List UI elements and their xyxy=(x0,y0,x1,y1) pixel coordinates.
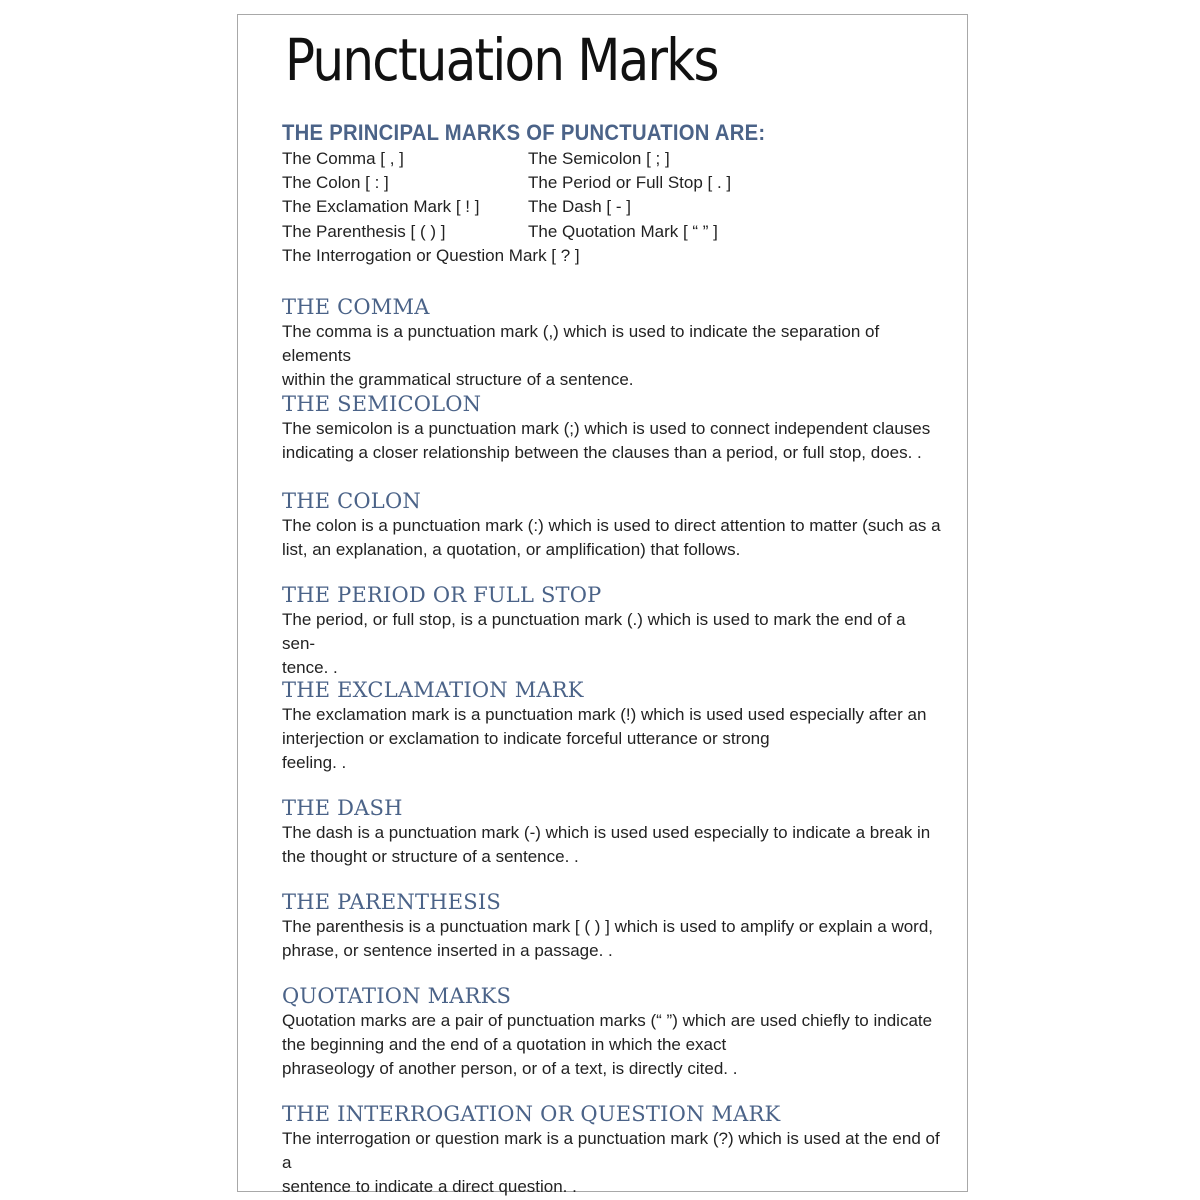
section-parenthesis xyxy=(282,889,942,963)
section-body: The semicolon is a punctuation mark (;) which is used to connect independent clauses indicating a closer relationship between the clauses than a period, or full stop, does. . xyxy=(282,419,931,462)
section-heading: THE COMMA xyxy=(282,295,430,319)
section-question xyxy=(282,1101,942,1199)
section-body: The period, or full stop, is a punctuation mark (.) which is used to mark the end of a sen- tence. . xyxy=(282,610,906,677)
section-heading: QUOTATION MARKS xyxy=(282,984,512,1008)
section-semicolon xyxy=(282,391,942,465)
section-body: The exclamation mark is a punctuation mark (!) which is used used especially after an interjection or exclamation to indicate forceful utterance or strong feeling. . xyxy=(282,705,927,772)
section-body: The comma is a punctuation mark (,) which is used to indicate the separation of elements within the grammatical structure of a sentence. xyxy=(282,322,880,389)
section-period xyxy=(282,582,942,680)
section-heading: THE SEMICOLON xyxy=(282,392,482,416)
section-heading: THE PERIOD OR FULL STOP xyxy=(282,583,602,607)
section-body: The parenthesis is a punctuation mark [ ( ) ] which is used to amplify or explain a word, phrase, or sentence inserted in a passage. . xyxy=(282,917,934,960)
principal-marks-heading: THE PRINCIPAL MARKS OF PUNCTUATION ARE: xyxy=(282,120,766,145)
section-body: The interrogation or question mark is a punctuation mark (?) which is used at the end of a sentence to indicate a direct question. . xyxy=(282,1129,940,1196)
mark-item-dash: The Dash [ - ] xyxy=(528,197,631,216)
section-heading: THE INTERROGATION OR QUESTION MARK xyxy=(282,1102,781,1126)
section-comma xyxy=(282,294,942,392)
section-heading: THE EXCLAMATION MARK xyxy=(282,678,584,702)
mark-item-question: The Interrogation or Question Mark [ ? ] xyxy=(282,246,580,265)
section-heading: THE COLON xyxy=(282,489,421,513)
section-dash xyxy=(282,795,942,869)
page-title: Punctuation Marks xyxy=(285,26,718,94)
section-body: Quotation marks are a pair of punctuation marks (“ ”) which are used chiefly to indicate the beginning and the end of a quotation in which the exact phraseology of another person, or of a text, is directly cited. . xyxy=(282,1011,933,1078)
mark-item-parenthesis: The Parenthesis [ ( ) ] xyxy=(282,222,446,241)
mark-item-colon: The Colon [ : ] xyxy=(282,173,389,192)
mark-item-quotation: The Quotation Mark [ “ ” ] xyxy=(528,222,718,241)
mark-item-period: The Period or Full Stop [ . ] xyxy=(528,173,732,192)
section-exclamation xyxy=(282,677,942,775)
section-heading: THE PARENTHESIS xyxy=(282,890,501,914)
section-body: The dash is a punctuation mark (-) which is used used especially to indicate a break in the thought or structure of a sentence. . xyxy=(282,823,931,866)
mark-item-semicolon: The Semicolon [ ; ] xyxy=(528,149,670,168)
section-quotation xyxy=(282,983,942,1081)
mark-item-comma: The Comma [ , ] xyxy=(282,149,404,168)
section-heading: THE DASH xyxy=(282,796,403,820)
section-colon xyxy=(282,488,942,562)
section-body: The colon is a punctuation mark (:) which is used to direct attention to matter (such as a list, an explanation, a quotation, or amplification) that follows. xyxy=(282,516,941,559)
mark-item-exclamation: The Exclamation Mark [ ! ] xyxy=(282,197,480,216)
